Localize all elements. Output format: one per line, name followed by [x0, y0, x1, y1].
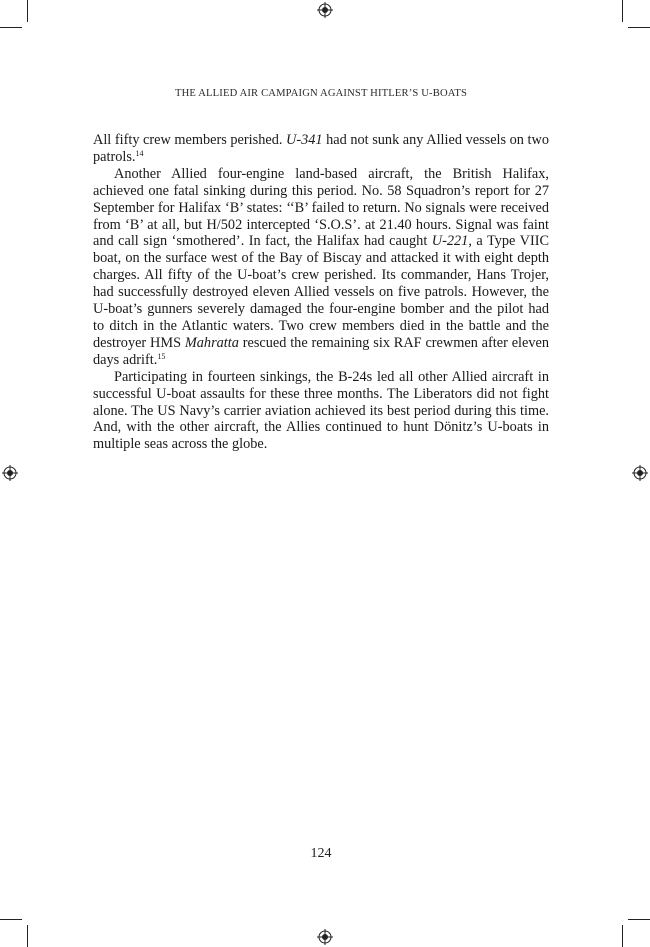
footnote-ref-15: 15 [157, 351, 166, 361]
registration-mark-top-icon [317, 2, 333, 18]
submarine-name-u221: U-221 [431, 233, 469, 250]
running-head: THE ALLIED AIR CAMPAIGN AGAINST HITLER’S U-BOATS [174, 88, 468, 99]
submarine-name-u341: U-341 [286, 132, 323, 148]
crop-mark-bottom-left-horizontal [0, 919, 22, 920]
paragraph-1: All fifty crew members perished. U-341 had not sunk any Allied vessels on two patrols.$^{14}$ [93, 132, 549, 165]
crop-mark-bottom-left-vertical [27, 925, 28, 947]
crop-mark-top-left-horizontal [0, 27, 22, 28]
footnote-ref-14: 14 [135, 148, 144, 158]
registration-mark-bottom-icon [317, 929, 333, 945]
crop-mark-top-right-horizontal [628, 27, 650, 28]
paragraph-3: Participating in fourteen sinkings, the B-24s led all other Allied aircraft in successful U-boat assaults for these three months. The Liberators did not fight alone. The US Navy’s carrier aviation achieved its best period during this time. And, with the other aircraft, the Allies continued to hunt Dönitz’s U-boats in multiple seas across the globe. [93, 368, 549, 453]
page-number: 124 [310, 846, 332, 861]
ship-name-mahratta: Mahratta [184, 334, 239, 351]
body-text [93, 132, 549, 453]
crop-mark-top-left-vertical [27, 0, 28, 22]
crop-mark-bottom-right-vertical [622, 925, 623, 947]
registration-mark-left-icon [2, 465, 18, 481]
crop-mark-bottom-right-horizontal [628, 919, 650, 920]
paragraph-2: Another Allied four-engine land-based aircraft, the British Halifax, achieved one fatal sinking during this period. No. 58 Squadron’s report for 27 September for Halifax ‘B’ states: ‘‘B’ failed to return. No signals were received from ‘B’ at all, but H/502 intercepted ‘S.O.S’. at 21.40 hours. Signal was faint and call sign ‘smothered’. In fact, the Halifax had caught U-221, a Type VIIC boat, on the surface west of the Bay of Biscay and attacked it with eight depth charges. All fifty of the U-boat’s crew perished. Its commander, Hans Trojer, had successfully destroyed eleven Allied vessels on five patrols. However, the U-boat’s gunners severely damaged the four-engine bomber and the pilot had to ditch in the Atlantic waters. Two crew members died in the battle and the destroyer HMS Mahratta rescued the remaining six RAF crewmen after eleven days adrift.$^{15}$ [93, 165, 550, 368]
registration-mark-right-icon [632, 465, 648, 481]
crop-mark-top-right-vertical [622, 0, 623, 22]
